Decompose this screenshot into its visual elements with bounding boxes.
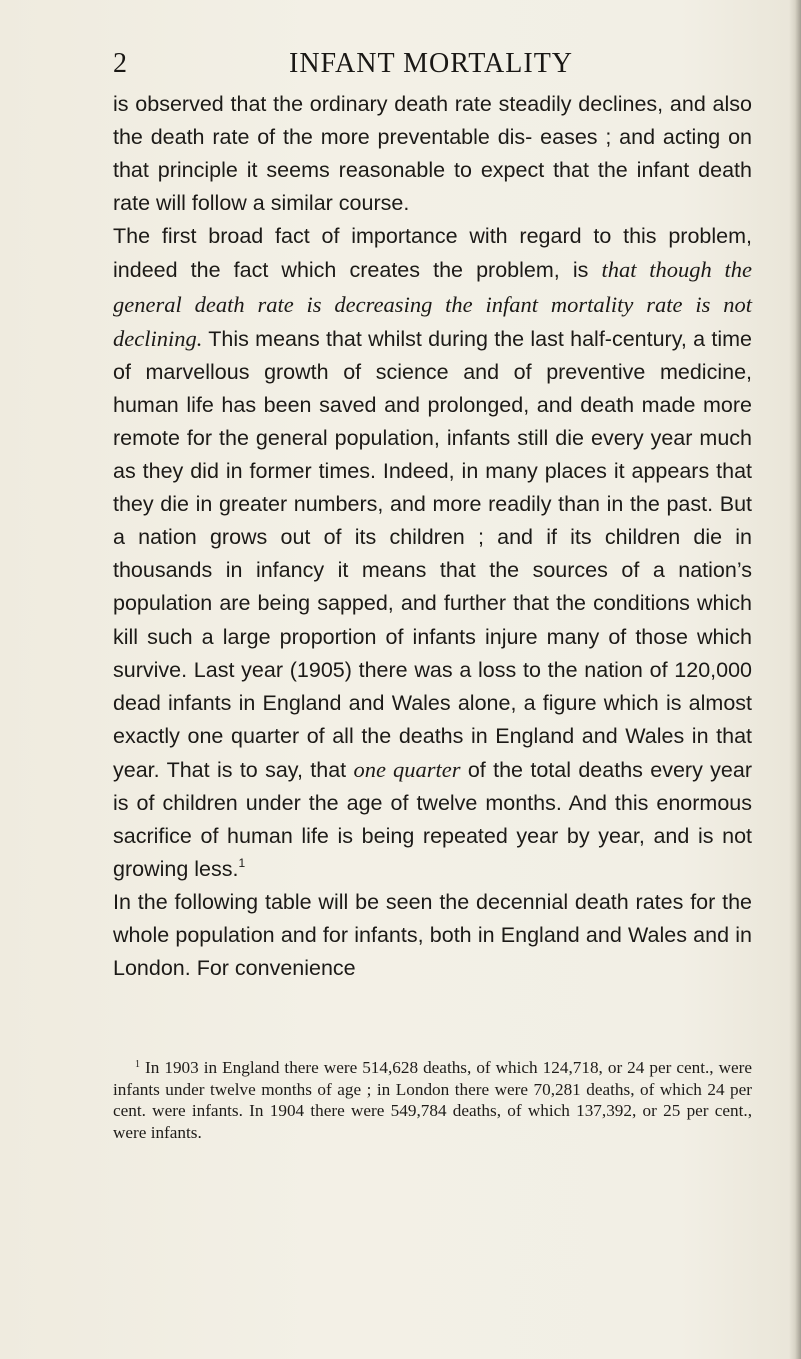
emphasis-one-quarter: one quarter — [353, 756, 461, 782]
paragraph-2 — [113, 220, 752, 886]
page-number: 2 — [113, 48, 128, 79]
running-title: INFANT MORTALITY — [289, 48, 574, 79]
footnote-reference: 1 — [238, 856, 246, 871]
paragraph-2-lead: The first broad fact of importance with regard to this problem, indeed the fact which creates the problem, is — [113, 224, 752, 283]
footnote-marker: 1 — [135, 1059, 140, 1070]
running-head — [113, 48, 743, 88]
paragraph-1: is observed that the ordinary death rate steadily declines, and also the death rate of the more preventable dis- eases ; and acting on that principle it seems reasonable to expect that the infant death rate will follow a similar course. — [113, 92, 752, 216]
body-text — [113, 88, 752, 986]
paragraph-2-tail: of the total deaths every year is of children under the age of twelve months. And this enormous sacrifice of human life is being repeated year by year, and is not growing less. — [113, 757, 752, 882]
footnote — [113, 1057, 752, 1143]
paragraph-2-body: This means that whilst during the last half-century, a time of marvellous growth of science and of preventive medicine, human life has been saved and prolonged, and death made more remote for the general population, infants still die every year much as they did in former times. Indeed, in many places it appears that they die in greater numbers, and more readily than in the past. But a nation grows out of its children ; and if its children die in thousands in infancy it means that the sources of a nation’s population are being sapped, and further that the conditions which kill such a large proportion of infants injure many of those which survive. Last year (1905) there was a loss to the nation of 120,000 dead infants in England and Wales alone, a figure which is almost exactly one quarter of all the deaths in England and Wales in that year. That is to say, that — [113, 326, 752, 782]
footnote-text: In 1903 in England there were 514,628 deaths, of which 124,718, or 24 per cent., were infants under twelve months of age ; in London there were 70,281 deaths, of which 24 per cent. were infants. In 1904 there were 549,784 deaths, of which 137,392, or 25 per cent., were infants. — [113, 1058, 752, 1142]
paragraph-3: In the following table will be seen the decennial death rates for the whole population and for infants, both in England and Wales and in London. For convenience — [113, 890, 752, 981]
page-edge-shadow — [789, 0, 801, 1359]
emphasis-italic: that though the general death rate is decreasing the infant mortality rate is not declining. — [113, 257, 752, 351]
